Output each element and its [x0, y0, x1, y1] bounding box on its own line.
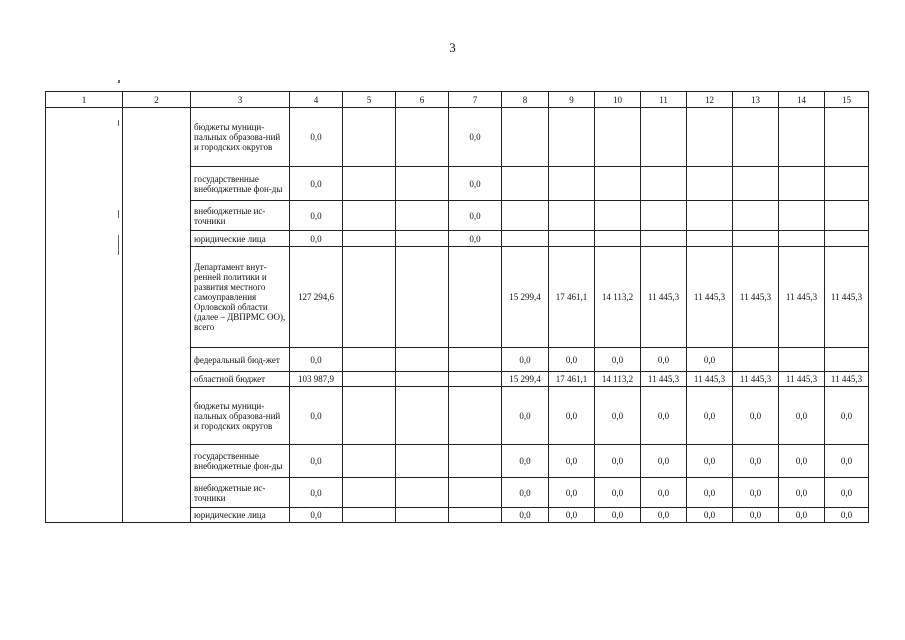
column-2-merged-cell — [123, 108, 191, 523]
value-cell — [396, 372, 449, 387]
value-cell — [733, 201, 779, 231]
value-cell — [549, 231, 595, 247]
value-cell — [733, 167, 779, 201]
value-cell — [502, 108, 549, 167]
column-1-merged-cell — [46, 108, 123, 523]
value-cell — [733, 108, 779, 167]
value-cell: 0,0 — [687, 508, 733, 523]
row-name: юридические лица — [191, 508, 290, 523]
value-cell: 15 299,4 — [502, 372, 549, 387]
value-cell — [825, 231, 869, 247]
row-name: бюджеты муници-пальных образова-ний и городских округов — [191, 387, 290, 445]
value-cell — [779, 348, 825, 372]
value-cell: 15 299,4 — [502, 247, 549, 348]
value-cell — [343, 508, 396, 523]
value-cell — [396, 387, 449, 445]
value-cell — [396, 108, 449, 167]
row-name: областной бюджет — [191, 372, 290, 387]
value-cell: 11 445,3 — [733, 247, 779, 348]
value-cell: 0,0 — [449, 167, 502, 201]
value-cell: 0,0 — [290, 348, 343, 372]
column-header: 3 — [191, 92, 290, 108]
value-cell — [396, 508, 449, 523]
value-cell — [343, 108, 396, 167]
value-cell — [687, 167, 733, 201]
row-name: федеральный бюд-жет — [191, 348, 290, 372]
value-cell: 103 987,9 — [290, 372, 343, 387]
value-cell: 0,0 — [290, 108, 343, 167]
value-cell: 0,0 — [502, 387, 549, 445]
scan-artifact — [118, 235, 119, 255]
column-header: 7 — [449, 92, 502, 108]
value-cell — [449, 387, 502, 445]
value-cell — [733, 231, 779, 247]
value-cell — [449, 508, 502, 523]
row-name: юридические лица — [191, 231, 290, 247]
column-header: 10 — [595, 92, 641, 108]
table-header-row — [46, 92, 869, 108]
value-cell: 0,0 — [290, 478, 343, 508]
column-header: 15 — [825, 92, 869, 108]
column-header: 6 — [396, 92, 449, 108]
budget-table — [45, 91, 869, 523]
scan-artifact — [118, 120, 119, 126]
value-cell — [343, 445, 396, 478]
value-cell — [641, 167, 687, 201]
value-cell — [733, 348, 779, 372]
value-cell: 0,0 — [733, 387, 779, 445]
value-cell: 0,0 — [290, 387, 343, 445]
row-name: государственные внебюджетные фон-ды — [191, 445, 290, 478]
value-cell — [343, 387, 396, 445]
column-header: 5 — [343, 92, 396, 108]
value-cell — [825, 201, 869, 231]
value-cell: 0,0 — [779, 478, 825, 508]
value-cell: 0,0 — [290, 231, 343, 247]
value-cell: 0,0 — [502, 478, 549, 508]
value-cell: 0,0 — [641, 348, 687, 372]
value-cell: 11 445,3 — [825, 247, 869, 348]
value-cell — [396, 167, 449, 201]
column-header: 11 — [641, 92, 687, 108]
row-name: бюджеты муници-пальных образова-ний и городских округов — [191, 108, 290, 167]
value-cell: 0,0 — [549, 387, 595, 445]
value-cell — [779, 167, 825, 201]
value-cell — [825, 167, 869, 201]
column-header: 1 — [46, 92, 123, 108]
value-cell: 0,0 — [595, 508, 641, 523]
value-cell — [449, 372, 502, 387]
column-header: 14 — [779, 92, 825, 108]
column-header: 13 — [733, 92, 779, 108]
value-cell: 0,0 — [779, 508, 825, 523]
column-header: 9 — [549, 92, 595, 108]
column-header: 8 — [502, 92, 549, 108]
value-cell — [449, 478, 502, 508]
value-cell: 11 445,3 — [687, 247, 733, 348]
value-cell — [343, 201, 396, 231]
row-name: Департамент внут-ренней политики и развития местного самоуправления Орловской области (далее – ДВПРМС ОО), всего — [191, 247, 290, 348]
page-number: 3 — [449, 40, 456, 55]
value-cell: 0,0 — [825, 387, 869, 445]
value-cell — [449, 247, 502, 348]
value-cell — [779, 201, 825, 231]
column-header: 12 — [687, 92, 733, 108]
value-cell: 0,0 — [595, 478, 641, 508]
value-cell — [449, 348, 502, 372]
value-cell — [779, 108, 825, 167]
value-cell: 11 445,3 — [733, 372, 779, 387]
value-cell: 0,0 — [733, 445, 779, 478]
value-cell — [549, 201, 595, 231]
value-cell — [502, 231, 549, 247]
value-cell — [396, 348, 449, 372]
value-cell — [396, 445, 449, 478]
value-cell — [343, 231, 396, 247]
value-cell: 0,0 — [641, 508, 687, 523]
scan-artifact — [118, 80, 120, 83]
value-cell — [825, 348, 869, 372]
value-cell — [343, 247, 396, 348]
value-cell: 0,0 — [641, 478, 687, 508]
row-name: внебюджетные ис-точники — [191, 201, 290, 231]
value-cell: 0,0 — [290, 445, 343, 478]
value-cell — [641, 201, 687, 231]
value-cell: 0,0 — [449, 231, 502, 247]
value-cell: 0,0 — [290, 508, 343, 523]
value-cell — [502, 201, 549, 231]
value-cell: 0,0 — [290, 201, 343, 231]
value-cell: 11 445,3 — [641, 372, 687, 387]
value-cell — [343, 478, 396, 508]
value-cell: 0,0 — [687, 348, 733, 372]
value-cell: 0,0 — [733, 508, 779, 523]
value-cell — [825, 108, 869, 167]
value-cell: 0,0 — [549, 348, 595, 372]
value-cell: 0,0 — [502, 508, 549, 523]
column-header: 4 — [290, 92, 343, 108]
value-cell: 17 461,1 — [549, 372, 595, 387]
value-cell: 11 445,3 — [825, 372, 869, 387]
value-cell: 0,0 — [449, 201, 502, 231]
value-cell: 11 445,3 — [779, 247, 825, 348]
value-cell — [343, 167, 396, 201]
value-cell — [396, 231, 449, 247]
value-cell — [687, 108, 733, 167]
value-cell — [641, 108, 687, 167]
table-row — [46, 108, 869, 167]
value-cell — [595, 231, 641, 247]
value-cell — [641, 231, 687, 247]
value-cell: 0,0 — [687, 387, 733, 445]
value-cell: 0,0 — [779, 387, 825, 445]
value-cell: 0,0 — [641, 387, 687, 445]
value-cell: 0,0 — [549, 478, 595, 508]
value-cell — [396, 201, 449, 231]
value-cell: 127 294,6 — [290, 247, 343, 348]
value-cell: 0,0 — [549, 508, 595, 523]
value-cell: 11 445,3 — [687, 372, 733, 387]
value-cell — [687, 231, 733, 247]
value-cell: 0,0 — [449, 108, 502, 167]
value-cell: 0,0 — [502, 348, 549, 372]
value-cell: 0,0 — [641, 445, 687, 478]
value-cell: 0,0 — [290, 167, 343, 201]
value-cell — [449, 445, 502, 478]
row-name: внебюджетные ис-точники — [191, 478, 290, 508]
value-cell — [502, 167, 549, 201]
value-cell: 17 461,1 — [549, 247, 595, 348]
value-cell: 0,0 — [733, 478, 779, 508]
value-cell — [396, 247, 449, 348]
value-cell: 0,0 — [549, 445, 595, 478]
value-cell — [396, 478, 449, 508]
value-cell: 14 113,2 — [595, 372, 641, 387]
value-cell: 0,0 — [687, 478, 733, 508]
value-cell: 11 445,3 — [641, 247, 687, 348]
value-cell — [595, 167, 641, 201]
value-cell: 0,0 — [825, 508, 869, 523]
value-cell: 11 445,3 — [779, 372, 825, 387]
value-cell: 0,0 — [595, 387, 641, 445]
value-cell — [343, 372, 396, 387]
value-cell: 0,0 — [779, 445, 825, 478]
value-cell: 0,0 — [595, 348, 641, 372]
value-cell: 0,0 — [502, 445, 549, 478]
column-header: 2 — [123, 92, 191, 108]
value-cell — [549, 167, 595, 201]
value-cell: 0,0 — [595, 445, 641, 478]
value-cell: 0,0 — [825, 478, 869, 508]
scan-artifact — [118, 210, 119, 218]
row-name: государственные внебюджетные фон-ды — [191, 167, 290, 201]
value-cell — [595, 201, 641, 231]
value-cell — [343, 348, 396, 372]
value-cell: 14 113,2 — [595, 247, 641, 348]
value-cell — [779, 231, 825, 247]
value-cell — [549, 108, 595, 167]
value-cell — [687, 201, 733, 231]
value-cell: 0,0 — [825, 445, 869, 478]
value-cell — [595, 108, 641, 167]
value-cell: 0,0 — [687, 445, 733, 478]
